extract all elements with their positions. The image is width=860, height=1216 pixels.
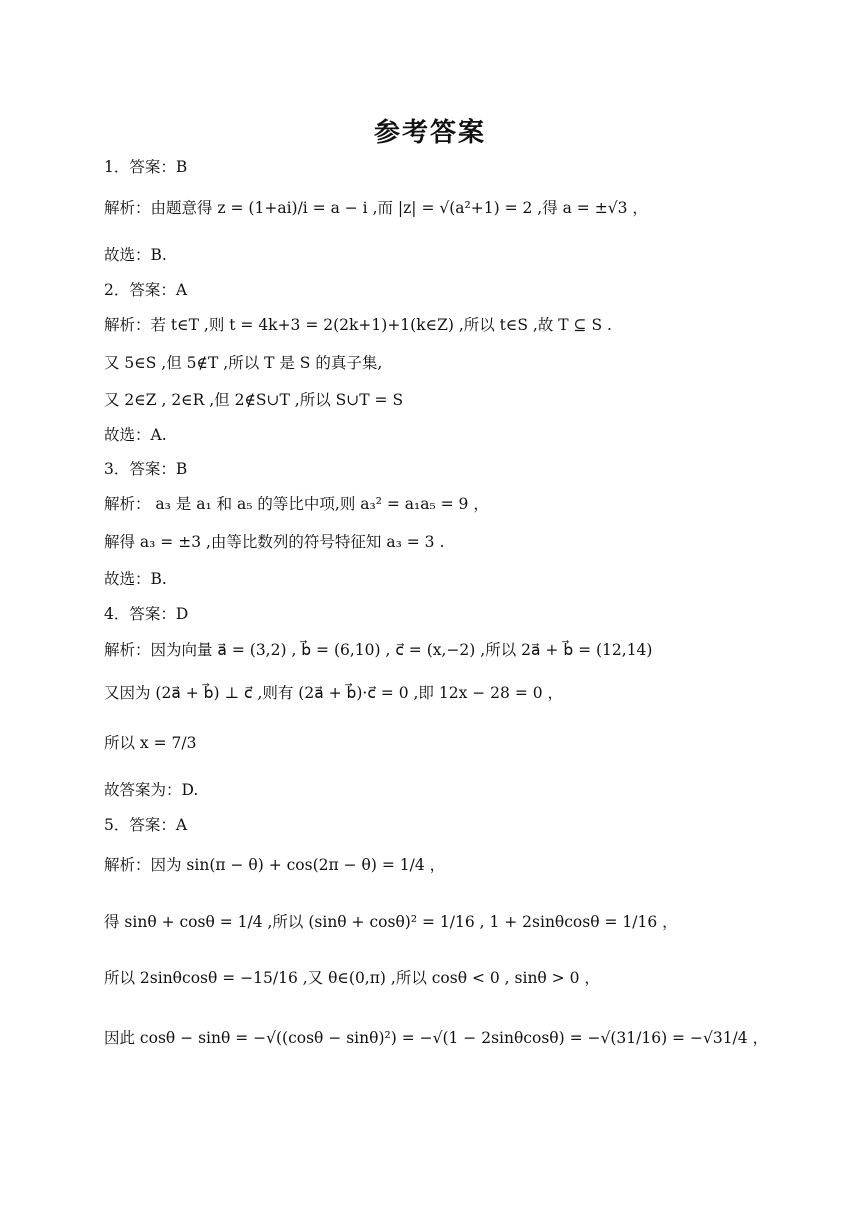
q2-answer: 2．答案：A xyxy=(104,281,188,299)
q4-choice: 故答案为：D. xyxy=(104,781,199,799)
q3-choice: 故选：B. xyxy=(104,570,167,588)
q3-answer: 3．答案：B xyxy=(104,460,188,478)
q2-solution-line-1: 解析：若 t∈T ,则 t = 4k+3 = 2(2k+1)+1(k∈Z) ,所以 t∈S ,故 T ⊆ S . xyxy=(104,316,612,334)
q5-solution-line-3: 所以 2sinθcosθ = −15/16 ,又 θ∈(0,π) ,所以 cosθ < 0 , sinθ > 0 ， xyxy=(104,969,600,987)
q1-answer: 1．答案：B xyxy=(104,158,188,176)
q1-solution: 解析：由题意得 z = (1+ai)/i = a − i ,而 |z| = √(a²+1) = 2 ,得 a = ±√3 ， xyxy=(104,199,648,217)
q1-choice: 故选：B. xyxy=(104,246,167,264)
q4-answer: 4．答案：D xyxy=(104,605,189,623)
q2-solution-line-2: 又 5∈S ,但 5∉T ,所以 T 是 S 的真子集, xyxy=(104,354,383,372)
q4-solution-line-3: 所以 x = 7/3 xyxy=(104,734,197,752)
q3-solution-line-2: 解得 a₃ = ±3 ,由等比数列的符号特征知 a₃ = 3 . xyxy=(104,533,445,551)
q4-solution-line-1: 解析：因为向量 a⃗ = (3,2) , b⃗ = (6,10) , c⃗ = (x,−2) ,所以 2a⃗ + b⃗ = (12,14) xyxy=(104,641,653,659)
q5-solution-line-4: 因此 cosθ − sinθ = −√((cosθ − sinθ)²) = −√(1 − 2sinθcosθ) = −√(31/16) = −√31/4 ， xyxy=(104,1029,769,1047)
q5-answer: 5．答案：A xyxy=(104,816,188,834)
q3-solution-line-1: 解析： a₃ 是 a₁ 和 a₅ 的等比中项,则 a₃² = a₁a₅ = 9 ， xyxy=(104,495,489,513)
q2-choice: 故选：A. xyxy=(104,426,167,444)
q5-solution-line-1: 解析：因为 sin(π − θ) + cos(2π − θ) = 1/4 ， xyxy=(104,856,446,874)
q2-solution-line-3: 又 2∈Z , 2∈R ,但 2∉S∪T ,所以 S∪T = S xyxy=(104,391,404,409)
q4-solution-line-2: 又因为 (2a⃗ + b⃗) ⊥ c⃗ ,则有 (2a⃗ + b⃗)·c⃗ = 0 ,即 12x − 28 = 0 ， xyxy=(104,684,564,702)
q5-solution-line-2: 得 sinθ + cosθ = 1/4 ,所以 (sinθ + cosθ)² = 1/16 , 1 + 2sinθcosθ = 1/16 ， xyxy=(104,913,678,931)
page-title: 参考答案 xyxy=(373,118,486,148)
